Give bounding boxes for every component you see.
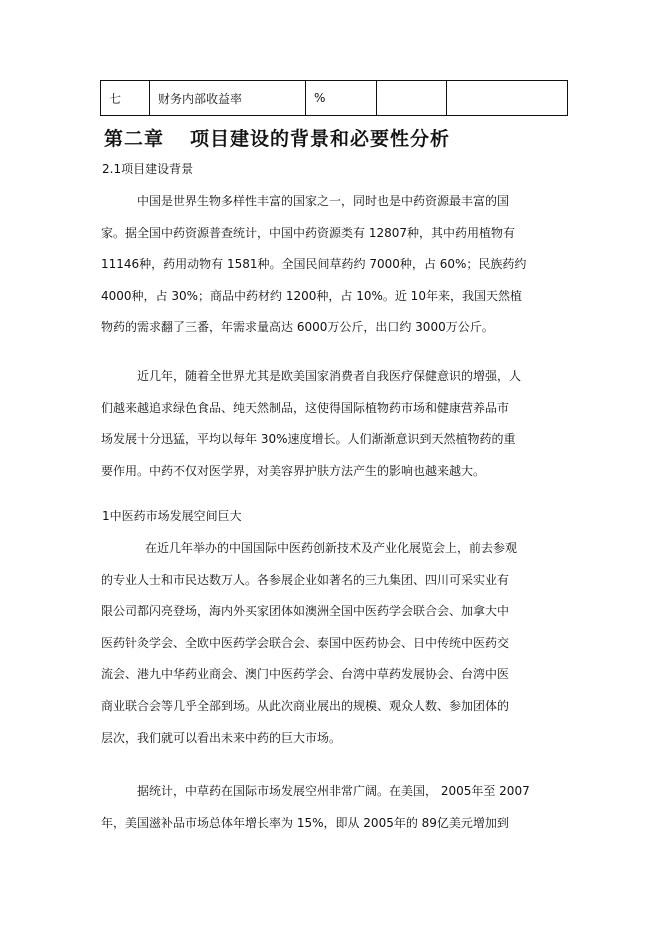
table-cell-value [377,81,447,116]
paragraph-line: 近几年，随着全世界尤其是欧美国家消费者自我医疗保健意识的增强，人 [137,369,522,383]
paragraph-line: 限公司都闪亮登场，海内外买家团体如澳洲全国中医药学会联合会、加拿大中 [101,604,510,619]
paragraph-line: 医药针灸学会、全欧中医药学会联合会、泰国中医药协会、日中传统中医药交 [101,635,510,650]
paragraph-line: 年，美国滋补品市场总体年增长率为 15%，即从 2005年的 89亿美元增加到 [101,815,509,830]
paragraph-line: 物药的需求翻了三番，年需求量高达 6000万公斤，出口约 3000万公斤。 [101,320,494,335]
paragraph-line: 在近几年举办的中国国际中医药创新技术及产业化展览会上，前去参观 [145,541,518,555]
paragraph-line: 流会、港九中华药业商会、澳门中医药学会、台湾中草药发展协会、台湾中医 [101,667,510,682]
table-cell-index: 七 [101,81,150,116]
section-heading-1: 1中医药市场发展空间巨大 [102,509,242,523]
paragraph-line: 家。据全国中药资源普查统计，中国中药资源类有 12807种，其中药用植物有 [101,225,515,240]
paragraph-line: 层次，我们就可以看出未来中药的巨大市场。 [101,730,342,745]
paragraph-resources [101,186,553,344]
paragraph-line: 4000种，占 30%；商品中药材约 1200种，占 10%。近 10年来，我国天然植 [101,288,522,303]
paragraph-line: 11146种，药用动物有 1581种。全国民间草药约 7000种，占 60%；民族药约 [101,257,527,272]
paragraph-line: 中国是世界生物多样性丰富的国家之一，同时也是中药资源最丰富的国 [137,194,510,208]
paragraph-line: 场发展十分迅猛，平均以每年 30%速度增长。人们渐渐意识到天然植物药的重 [101,432,516,447]
table-cell-note [447,81,568,116]
table-cell-item: 财务内部收益率 [150,81,306,116]
paragraph-line: 们越来越追求绿色食品、纯天然制品，这使得国际植物药市场和健康营养品市 [101,400,510,415]
section-heading-2-1: 2.1项目建设背景 [102,162,194,176]
paragraph-line: 据统计，中草药在国际市场发展空州非常广阔。在美国， 2005年至 2007 [137,784,530,798]
chapter-heading [104,124,450,151]
paragraph-expo [101,533,553,754]
table-cell-unit: % [306,81,377,116]
chapter-title: 项目建设的背景和必要性分析 [190,128,451,150]
table-row [101,81,568,116]
paragraph-line: 要作用。中药不仅对医学界，对美容界护肤方法产生的影响也越来越大。 [101,463,486,478]
paragraph-line: 的专业人士和市民达数万人。各参展企业如著名的三九集团、四川可采实业有 [101,572,510,587]
financial-indicator-table [100,80,568,116]
chapter-number: 第二章 [104,128,165,150]
paragraph-international [101,776,553,839]
paragraph-market-growth [101,361,553,487]
paragraph-line: 商业联合会等几乎全部到场。从此次商业展出的规模、观众人数、参加团体的 [101,698,510,713]
